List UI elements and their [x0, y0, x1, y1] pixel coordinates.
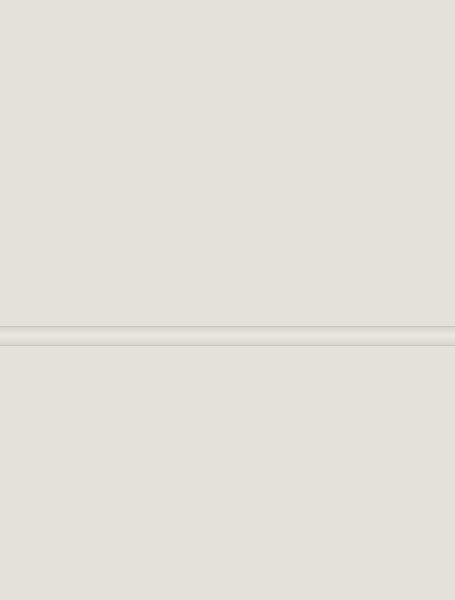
toc-bottom-section: [0, 344, 455, 600]
page-fold: [0, 326, 455, 346]
